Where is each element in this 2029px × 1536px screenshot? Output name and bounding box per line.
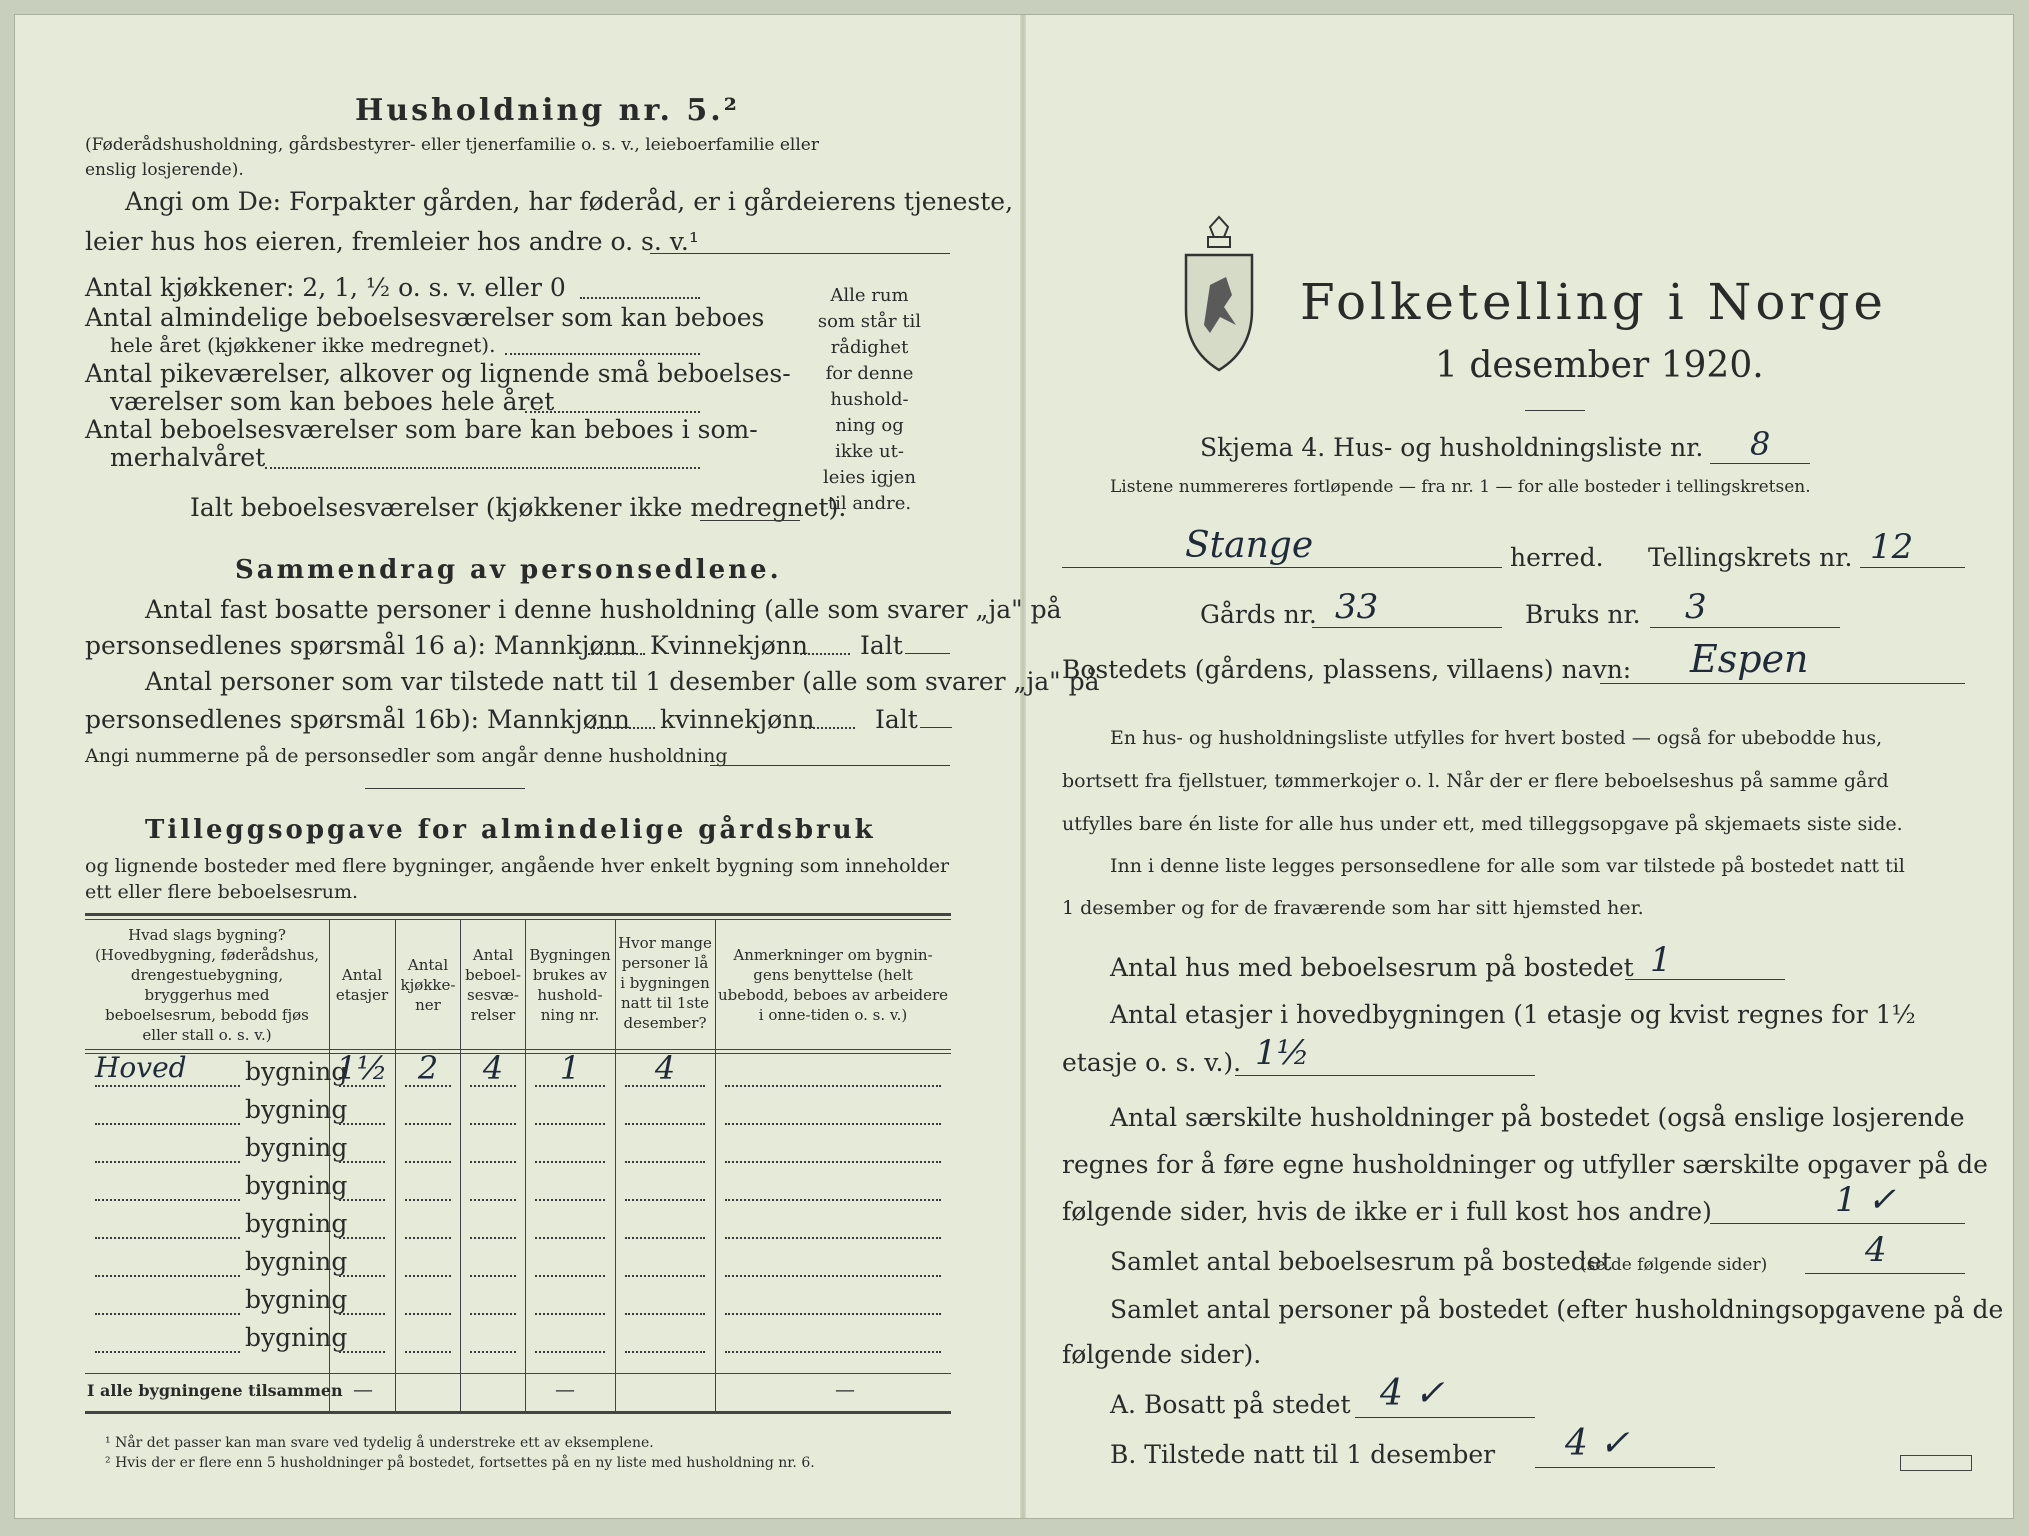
cell-line [339,1275,385,1277]
footnote-1: ¹ Når det passer kan man svare ved tydelig å understreke ett av eksemplene. [105,1435,654,1451]
supplement-sub2: ett eller flere beboelsesrum. [85,881,359,903]
printer-stamp [1900,1455,1972,1471]
supplement-sub1: og lignende bosteder med flere bygninger, angående hver enkelt bygning som inneholder [85,855,950,877]
rooms-kitchens: Antal kjøkkener: 2, 1, ½ o. s. v. eller 0 [85,273,566,302]
building-type-line [95,1161,240,1163]
cell-line [725,1199,941,1201]
cell-line [625,1237,705,1239]
q-tilstede-value[interactable]: 4 ✓ [1565,1423,1630,1464]
summary3: Angi nummerne på de personsedler som angår denne husholdning [85,745,728,767]
summary2-c: kvinnekjønn [660,705,815,734]
header-vaerelser: Antal beboel-sesvæ-relser [465,946,521,1024]
side-note-line: Alle rum [830,285,909,306]
summary2-d: Ialt [875,705,918,734]
cell-personer[interactable]: 4 [654,1049,676,1087]
angi-line-1: Angi om De: Forpakter gården, har føderåd, er i gårdeierens tjeneste, [125,187,1014,216]
krets-value[interactable]: 12 [1870,527,1914,567]
table-top-rule-2 [85,919,951,920]
bruks-label: Bruks nr. [1525,600,1641,629]
header-personer: Hvor mange personer lå i bygningen natt til 1ste desember? [618,934,712,1032]
building-type-line [95,1351,240,1353]
s1-male-line[interactable] [585,653,645,655]
cell-line [405,1237,451,1239]
cell-line [725,1275,941,1277]
q-tilstede: B. Tilstede natt til 1 desember [1110,1440,1496,1469]
bruks-value[interactable]: 3 [1685,587,1707,627]
q-etasjer-2: etasje o. s. v.). [1062,1048,1242,1077]
col-rule [525,919,526,1411]
q-hush-line [1710,1223,1965,1224]
side-note-line: som står til [817,311,922,332]
cell-line [339,1237,385,1239]
building-label: bygning [245,1095,348,1124]
cell-line [535,1237,605,1239]
cell-line [339,1161,385,1163]
krets-label: Tellingskrets nr. [1648,543,1853,572]
summary1-a: Antal fast bosatte personer i denne husholdning (alle som svarer „ja" på [145,595,1062,624]
small-dots [525,411,700,413]
household-title: Husholdning nr. 5.² [355,93,740,128]
table-total-rule [85,1373,951,1374]
footnote-2: ² Hvis der er flere enn 5 husholdninger på bostedet, fortsettes på en ny liste med husholdning nr. 6. [105,1455,815,1471]
rooms-small-1: Antal pikeværelser, alkover og lignende små beboelses- [85,359,791,388]
cell-line [470,1275,516,1277]
summary2-a: Antal personer som var tilstede natt til 1 desember (alle som svarer „ja" på [145,667,1100,696]
header-anm: Anmerkninger om bygnin-gens benyttelse (helt ubebodd, beboes av arbeidere i onne-tiden o. s. v.) [717,946,949,1024]
cell-line [625,1313,705,1315]
cell-line [535,1351,605,1353]
building-label: bygning [245,1285,348,1314]
s2-male-line[interactable] [590,727,655,729]
herred-label: herred. [1510,543,1604,572]
cell-kjokkener[interactable]: 2 [417,1049,439,1087]
cell-line [470,1199,516,1201]
total-dash: — [835,1377,855,1401]
gards-label: Gårds nr. [1200,600,1317,629]
herred-line [1062,567,1502,568]
rooms-ordinary-1: Antal almindelige beboelsesværelser som kan beboes [85,303,765,332]
supplement-title: Tilleggsopgave for almindelige gårdsbruk [145,815,876,845]
cell-line [470,1161,516,1163]
side-note-line: ikke ut- [835,441,904,462]
col-rule [715,919,716,1411]
cell-line [470,1123,516,1125]
s1-female-line[interactable] [800,653,850,655]
rooms-summer-2: merhalvåret [110,443,266,472]
building-label: bygning [245,1057,348,1086]
cell-line [470,1313,516,1315]
cell-line [470,1351,516,1353]
col-rule [460,919,461,1411]
side-note-line: for denne [825,363,914,384]
intro-line-2: enslig losjerende). [85,160,244,180]
kitchens-dots [580,297,700,299]
bosted-value[interactable]: Espen [1690,637,1809,681]
instructions-4: Inn i denne liste legges personsedlene for alle som var tilstede på bostedet natt til [1110,855,1905,877]
cell-line [405,1199,451,1201]
rooms-total-line[interactable] [700,520,800,521]
q-rum-line [1805,1273,1965,1274]
cell-line [625,1085,705,1087]
building-type-line [95,1237,240,1239]
q-bosatt: A. Bosatt på stedet [1110,1390,1351,1419]
q-etasjer-line [1235,1075,1535,1076]
total-dash: — [555,1377,575,1401]
col-rule [615,919,616,1411]
side-note [812,283,927,517]
title-divider [1525,410,1585,411]
cell-line [625,1123,705,1125]
cell-line [625,1275,705,1277]
cell-line [405,1313,451,1315]
ordinary-dots [505,353,700,355]
cell-line [625,1199,705,1201]
building-type-line [95,1313,240,1315]
numbering-note: Listene nummereres fortløpende — fra nr. 1 — for alle bosteder i tellingskretsen. [1110,477,1811,497]
right-page [1050,15,2004,1518]
census-date: 1 desember 1920. [1435,345,1764,386]
cell-line [339,1199,385,1201]
q-hush-2: regnes for å føre egne husholdninger og utfyller særskilte opgaver på de [1062,1150,1988,1179]
krets-line [1860,567,1965,568]
building-label: bygning [245,1209,348,1238]
header-type: Hvad slags bygning? (Hovedbygning, føderådshus, drengestuebygning, bryggerhus med beboelsesrum, bebodd fjøs eller stall o. s. v.) [94,926,320,1044]
cell-husholdning[interactable]: 1 [559,1049,581,1087]
rooms-summer-1: Antal beboelsesværelser som bare kan beboes i som- [85,415,758,444]
rooms-small-2: værelser som kan beboes hele året [110,387,555,416]
total-label: I alle bygningene tilsammen [87,1381,343,1400]
building-label: bygning [245,1171,348,1200]
cell-line [339,1123,385,1125]
cell-line [405,1123,451,1125]
cell-line [535,1085,605,1087]
herred-value[interactable]: Stange [1185,525,1314,566]
summary-title: Sammendrag av personsedlene. [235,555,782,585]
rooms-total: Ialt beboelsesværelser (kjøkkener ikke medregnet). [190,493,847,522]
cell-line [725,1351,941,1353]
q-hus: Antal hus med beboelsesrum på bostedet [1110,953,1634,982]
left-page [65,15,1100,1518]
cell-line [339,1351,385,1353]
total-dash: — [353,1377,373,1401]
cell-line [405,1351,451,1353]
rooms-ordinary-2: hele året (kjøkkener ikke medregnet). [110,333,496,357]
summary1-b: personsedlenes spørsmål 16 a): Mannkjønn [85,631,637,660]
building-type-line [95,1085,240,1087]
cell-line [725,1123,941,1125]
summary1-d: Ialt [860,631,903,660]
instructions-5: 1 desember og for de fraværende som har sitt hjemsted her. [1062,897,1644,919]
cell-line [535,1161,605,1163]
instructions-3: utfylles bare én liste for alle hus under ett, med tilleggsopgave på skjemaets siste side. [1062,813,1903,835]
cell-line [405,1085,451,1087]
col-rule [395,919,396,1411]
bosted-label: Bostedets (gårdens, plassens, villaens) navn: [1062,655,1632,684]
q-hush-3: følgende sider, hvis de ikke er i full kost hos andre) [1062,1197,1712,1226]
cell-line [725,1085,941,1087]
cell-line [535,1313,605,1315]
building-label: bygning [245,1247,348,1276]
cell-line [470,1237,516,1239]
cell-vaerelser[interactable]: 4 [482,1049,504,1087]
building-type-line [95,1123,240,1125]
cell-line [470,1085,516,1087]
cell-line [535,1199,605,1201]
summary1-c: Kvinnekjønn [650,631,808,660]
cell-line [339,1085,385,1087]
building-type-value[interactable]: Hoved [95,1051,187,1084]
gards-value[interactable]: 33 [1335,587,1379,627]
header-husholdning: Bygningen brukes av hushold-ning nr. [529,946,611,1024]
s2-total-line[interactable] [920,727,952,728]
cell-line [625,1161,705,1163]
cell-line [405,1161,451,1163]
s3-line[interactable] [710,765,950,766]
header-kjokkener: Antal kjøkke-ner [400,956,456,1014]
cell-line [535,1275,605,1277]
gards-line [1312,627,1502,628]
q-pers-1: Samlet antal personer på bostedet (efter husholdningsopgavene på de [1110,1295,2004,1324]
bruks-line [1650,627,1840,628]
cell-etasjer[interactable]: 1½ [336,1049,388,1087]
divider [365,788,525,789]
q-rum-value[interactable]: 4 [1865,1230,1887,1270]
cell-line [725,1313,941,1315]
table-bottom-rule [85,1411,951,1414]
bosted-line [1600,683,1965,684]
header-etasjer: Antal etasjer [335,966,389,1004]
q-etasjer-1: Antal etasjer i hovedbygningen (1 etasje og kvist regnes for 1½ [1110,1000,1916,1029]
cell-line [535,1123,605,1125]
q-tilstede-line [1535,1467,1715,1468]
q-pers-2: følgende sider). [1062,1340,1262,1369]
side-note-line: rådighet [830,337,909,358]
census-sheet [14,14,2014,1519]
skjema-label: Skjema 4. Hus- og husholdningsliste nr. [1200,433,1704,462]
cell-line [725,1237,941,1239]
side-note-line: leies igjen [823,467,916,488]
building-label: bygning [245,1323,348,1352]
instructions-1: En hus- og husholdningsliste utfylles for hvert bosted — også for ubebodde hus, [1110,727,1883,749]
q-rum: Samlet antal beboelsesrum på bostedet [1110,1247,1612,1276]
skjema-nr-line [1710,463,1810,464]
census-title: Folketelling i Norge [1300,273,1887,331]
q-hush-1: Antal særskilte husholdninger på bostedet (også enslige losjerende [1110,1103,1965,1132]
cell-line [625,1351,705,1353]
table-top-rule [85,913,951,916]
q-bosatt-line [1355,1417,1535,1418]
intro-line-1: (Føderådshusholdning, gårdsbestyrer- eller tjenerfamilie o. s. v., leieboerfamilie eller [85,135,819,155]
q-rum-note: (se de følgende sider) [1580,1255,1768,1275]
building-label: bygning [245,1133,348,1162]
angi-line-2: leier hus hos eieren, fremleier hos andre o. s. v.¹ [85,227,699,256]
building-type-line [95,1275,240,1277]
s2-female-line[interactable] [805,727,855,729]
side-note-line: ning og [835,415,904,436]
q-bosatt-value[interactable]: 4 ✓ [1380,1373,1445,1414]
cell-line [405,1275,451,1277]
page-fold [1020,15,1026,1518]
q-hus-value[interactable]: 1 [1650,940,1672,980]
s1-total-line[interactable] [905,653,950,654]
building-type-line [95,1199,240,1201]
coat-of-arms-icon [1180,215,1258,375]
q-hus-line [1625,979,1785,980]
summary2-b: personsedlenes spørsmål 16b): Mannkjønn [85,705,630,734]
side-note-line: til andre. [827,493,912,514]
summer-dots [265,467,700,469]
instructions-2: bortsett fra fjellstuer, tømmerkojer o. l. Når der er flere beboelseshus på samme gård [1062,770,1889,792]
cell-line [339,1313,385,1315]
side-note-line: hushold- [830,389,909,410]
angi-answer-line[interactable] [650,253,950,254]
q-hush-value[interactable]: 1 ✓ [1835,1180,1896,1220]
cell-line [725,1161,941,1163]
q-etasjer-value[interactable]: 1½ [1255,1033,1310,1073]
skjema-nr-value[interactable]: 8 [1750,425,1771,463]
